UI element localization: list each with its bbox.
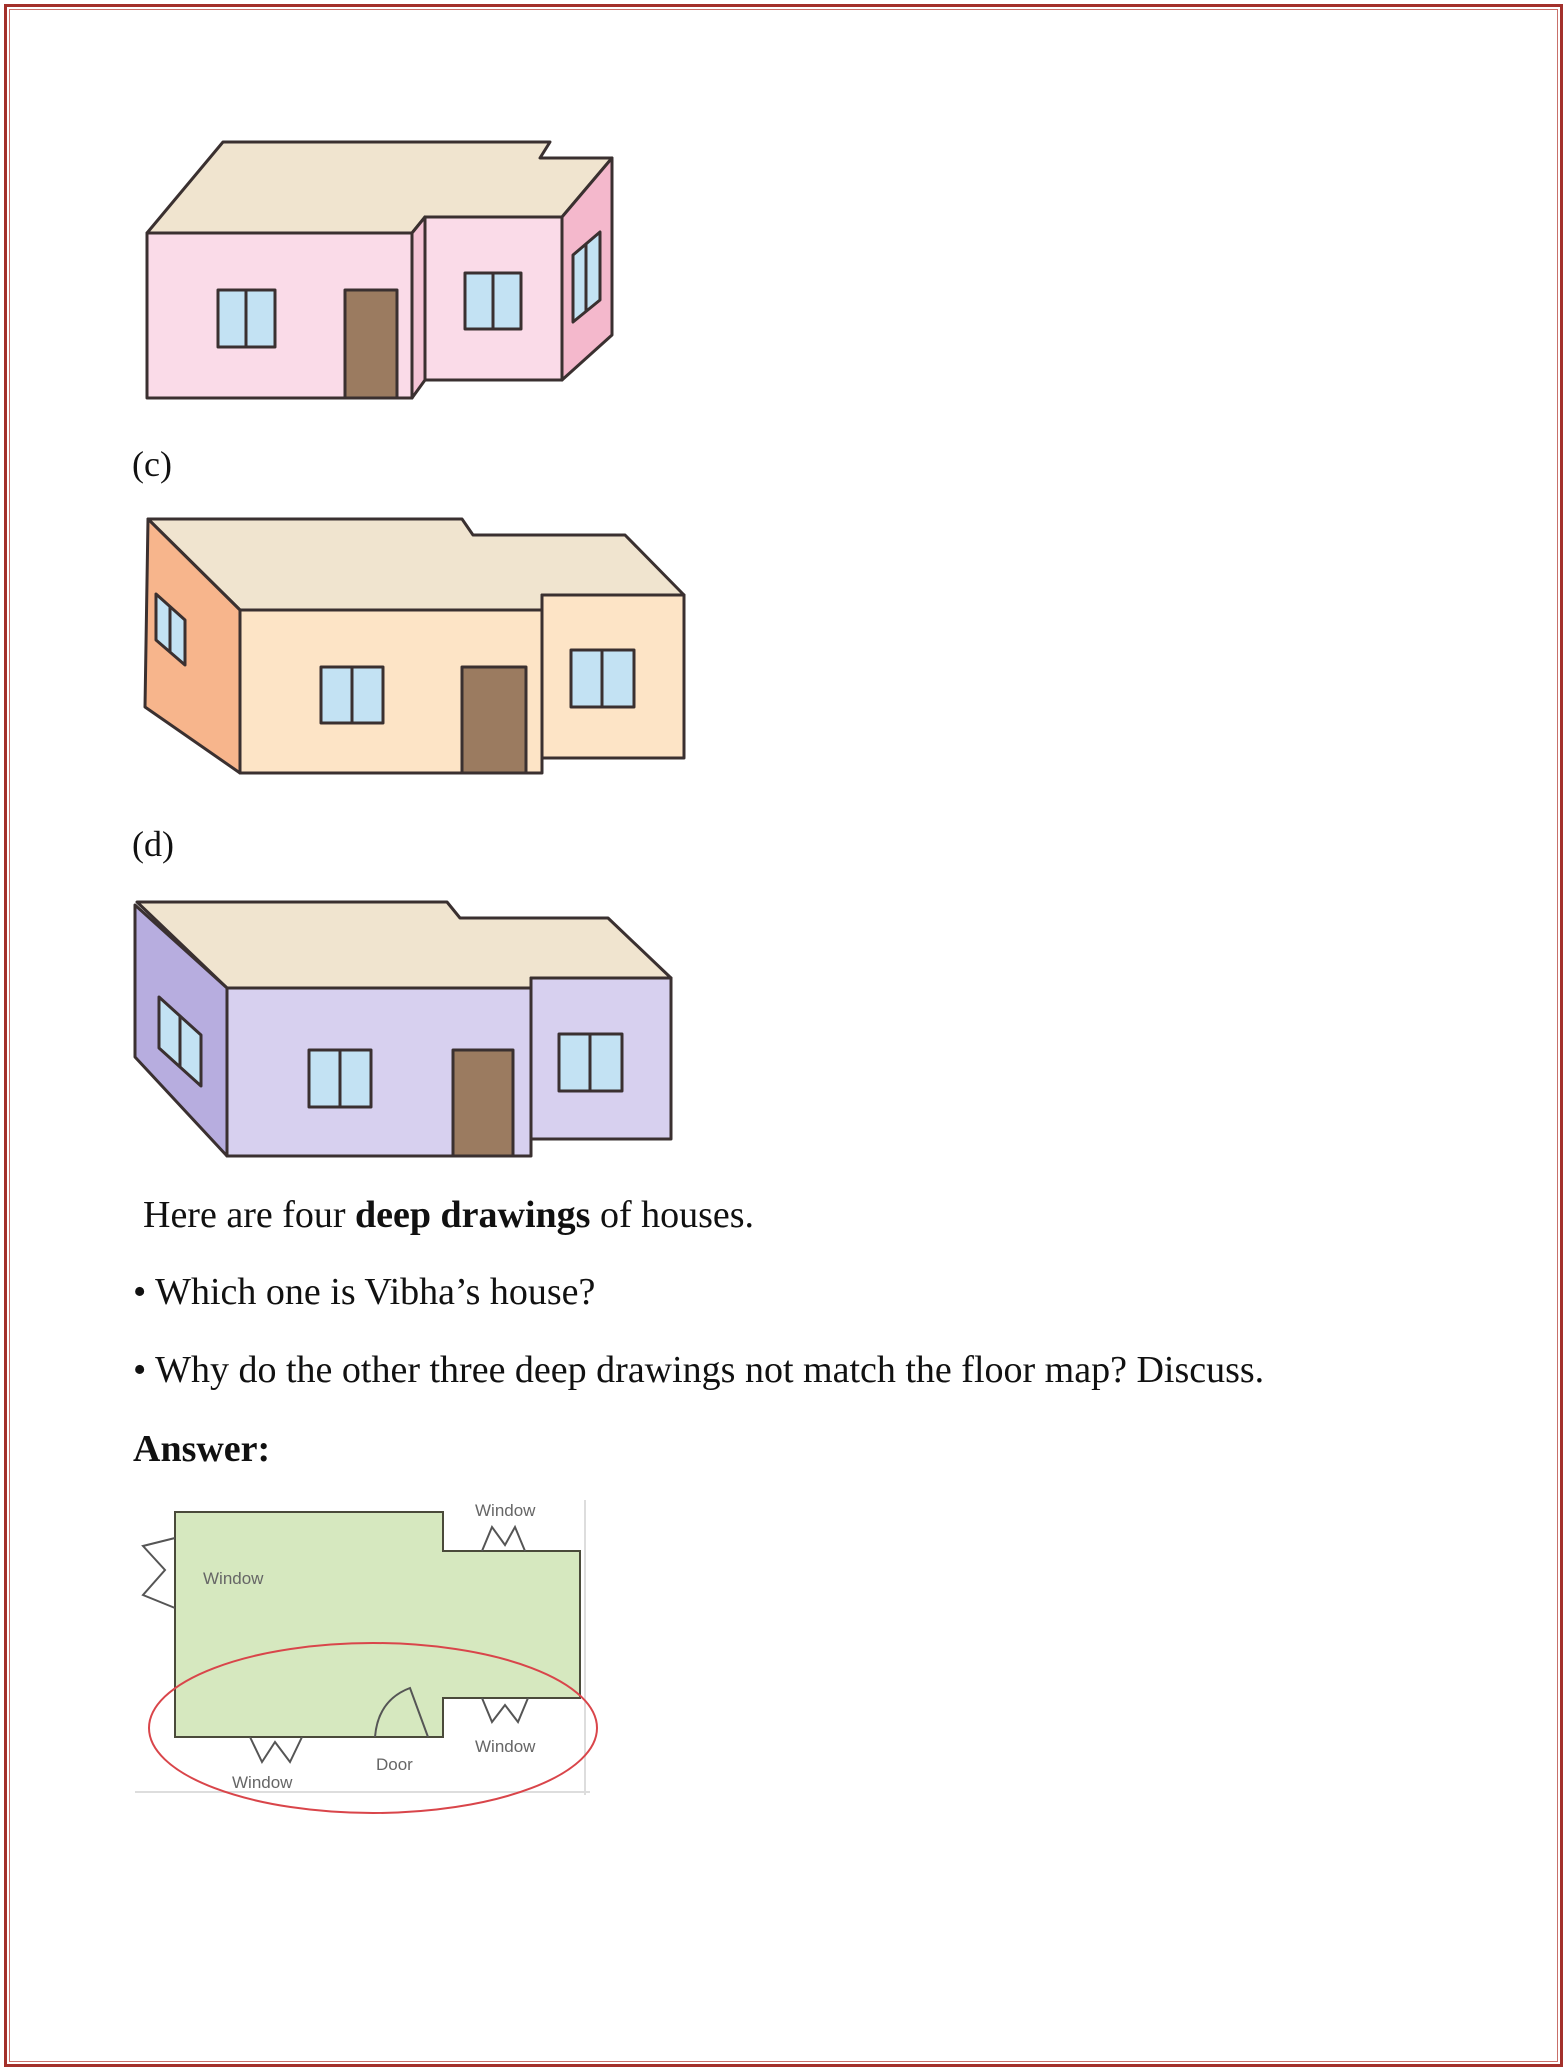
house-drawing-d [135, 902, 671, 1156]
question-2: • Why do the other three deep drawings not match the floor map? Discuss. [133, 1349, 1265, 1391]
floor-map [135, 1500, 597, 1813]
window-icon [571, 650, 634, 707]
window-icon [218, 290, 275, 347]
house-drawing-b [147, 142, 612, 398]
window-symbol-top [482, 1527, 525, 1551]
intro-post: of houses. [590, 1194, 755, 1236]
floor-area [175, 1512, 580, 1737]
window-icon [321, 667, 383, 723]
window-icon [465, 273, 521, 329]
label-window-left: Window [203, 1569, 264, 1588]
window-icon [309, 1050, 371, 1107]
intro-pre: Here are four [143, 1194, 356, 1236]
connecting-wall [412, 217, 425, 398]
door [462, 667, 526, 773]
intro-text [143, 1193, 754, 1237]
answer-heading: Answer: [133, 1428, 271, 1470]
window-symbol-bottom-left [250, 1737, 302, 1762]
house-drawing-c [145, 519, 684, 773]
window-icon [559, 1034, 622, 1091]
roof [137, 902, 671, 988]
window-symbol-left [143, 1538, 175, 1608]
label-window-bottom-left: Window [232, 1773, 293, 1792]
label-window-bottom-right: Window [475, 1737, 536, 1756]
option-label-d: (d) [132, 824, 174, 864]
label-door: Door [376, 1755, 413, 1774]
door [453, 1050, 513, 1156]
question-1: • Which one is Vibha’s house? [133, 1271, 596, 1313]
option-label-c: (c) [132, 444, 172, 484]
intro-bold: deep drawings [355, 1194, 591, 1236]
window-symbol-bottom-right [482, 1698, 528, 1722]
door [345, 290, 397, 398]
label-window-top: Window [475, 1501, 536, 1520]
